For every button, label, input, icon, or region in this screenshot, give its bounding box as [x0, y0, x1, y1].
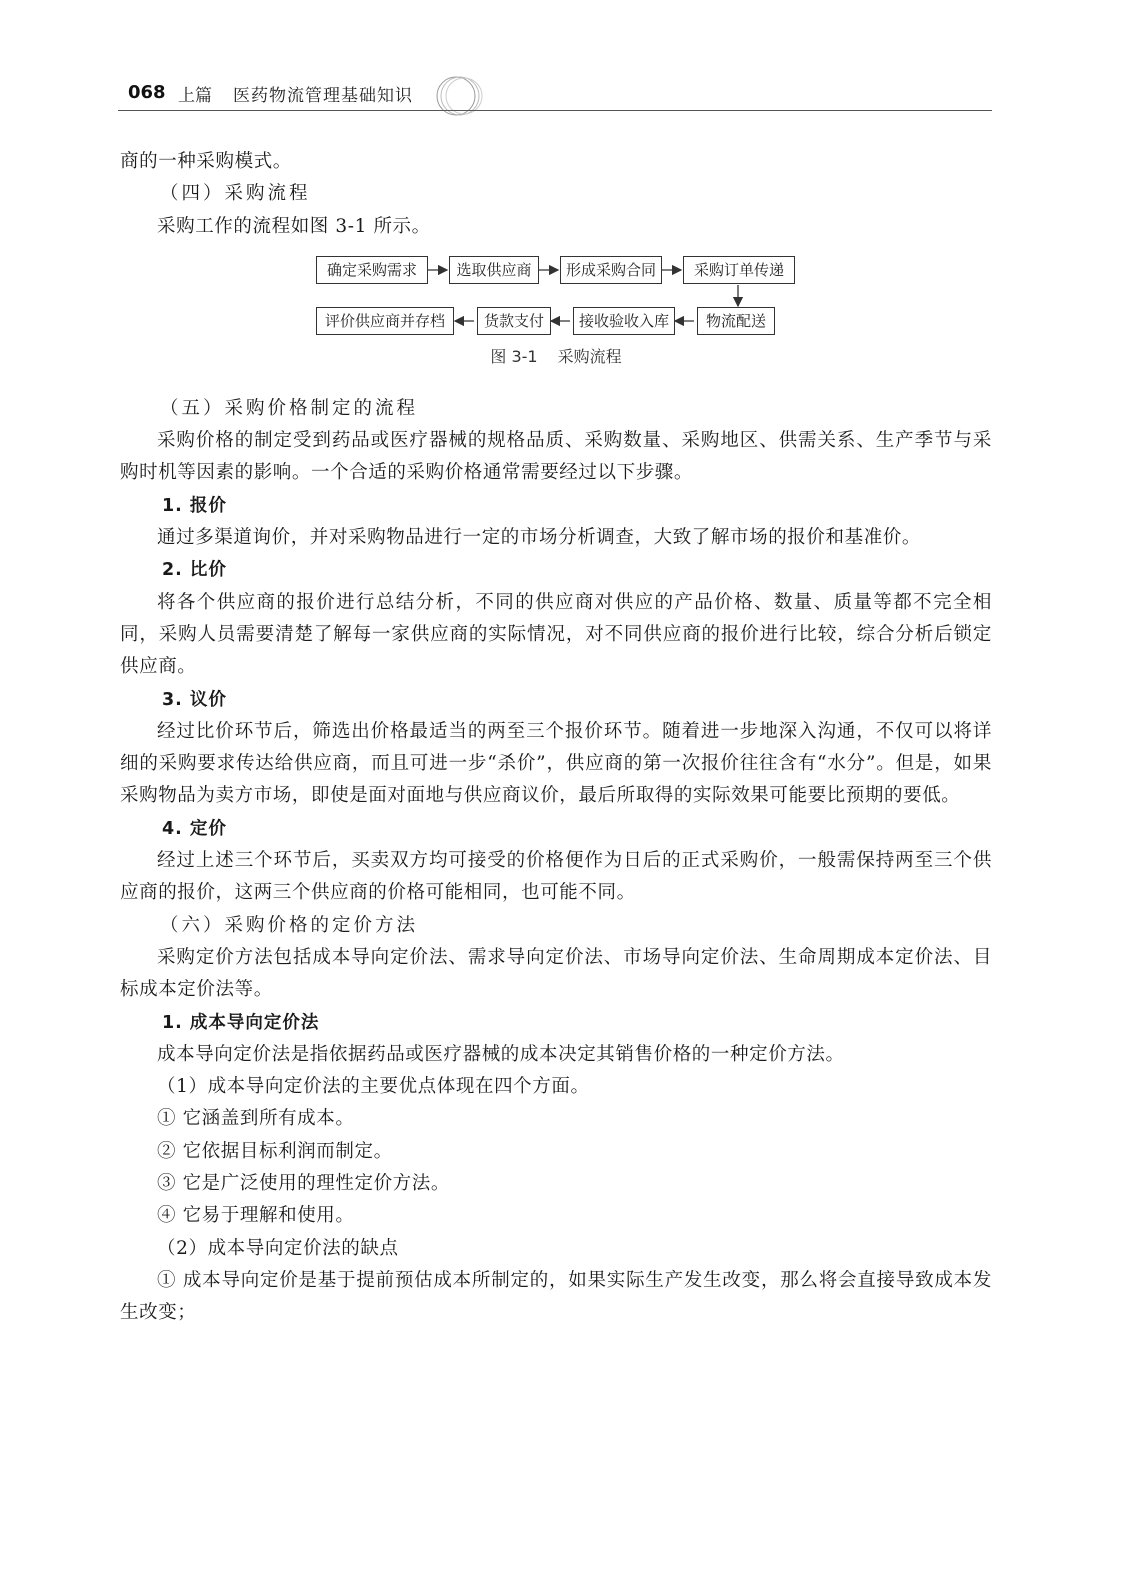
- section-heading-6: （六）采购价格的定价方法: [160, 914, 419, 936]
- paragraph-intro: 商的一种采购模式。: [120, 151, 292, 172]
- advantage-item: ③ 它是广泛使用的理性定价方法。: [157, 1173, 450, 1195]
- flow-box-payment: 货款支付: [477, 307, 551, 335]
- step-1-title: 1. 报价: [162, 495, 227, 516]
- figure-caption-text: 采购流程: [557, 346, 622, 366]
- circle-ornament-icon: [434, 74, 484, 118]
- page-number: 068: [128, 82, 166, 103]
- method-1-title: 1. 成本导向定价法: [162, 1012, 320, 1033]
- section-heading-4: （四）采购流程: [160, 183, 311, 205]
- paragraph-5: 采购价格的制定受到药品或医疗器械的规格品质、采购数量、采购地区、供需关系、生产季节与采购时机等因素的影响。一个合适的采购价格通常需要经过以下步骤。: [120, 430, 992, 484]
- flow-box-select-supplier: 选取供应商: [449, 256, 539, 284]
- paragraph-6: 采购定价方法包括成本导向定价法、需求导向定价法、市场导向定价法、生命周期成本定价法、目标成本定价法等。: [120, 946, 992, 1001]
- advantage-item: ② 它依据目标利润而制定。: [157, 1140, 393, 1162]
- flow-box-order-delivery: 采购订单传递: [683, 256, 795, 284]
- header-rule: [118, 110, 992, 111]
- figure-caption: [120, 343, 992, 371]
- flow-box-determine-demand: 确定采购需求: [316, 256, 428, 284]
- paragraph-flow: 采购工作的流程如图 3-1 所示。: [157, 215, 431, 237]
- book-title: 医药物流管理基础知识: [233, 86, 413, 106]
- step-4-title: 4. 定价: [162, 818, 227, 839]
- flow-box-form-contract: 形成采购合同: [560, 256, 662, 284]
- step-1-text: 通过多渠道询价，并对采购物品进行一定的市场分析调查，大致了解市场的报价和基准价。: [157, 527, 922, 549]
- figure-caption-label: 图 3-1: [490, 346, 538, 366]
- method-1-advantages-title: （1）成本导向定价法的主要优点体现在四个方面。: [157, 1076, 590, 1098]
- method-1-disadvantages-title: （2）成本导向定价法的缺点: [157, 1237, 399, 1259]
- page-body: [120, 146, 992, 1330]
- flow-arrows: [120, 253, 992, 353]
- running-header: [118, 74, 992, 114]
- section-heading-5: （五）采购价格制定的流程: [160, 397, 419, 419]
- flow-box-logistics: 物流配送: [697, 307, 775, 335]
- method-1-text: 成本导向定价法是指依据药品或医疗器械的成本决定其销售价格的一种定价方法。: [157, 1043, 845, 1065]
- step-4-text: 经过上述三个环节后，买卖双方均可接受的价格便作为日后的正式采购价，一般需保持两至三个供应商的报价，这两三个供应商的价格可能相同，也可能不同。: [120, 850, 992, 904]
- disadvantage-item: ① 成本导向定价是基于提前预估成本所制定的，如果实际生产发生改变，那么将会直接导致成本发生改变；: [120, 1269, 992, 1324]
- step-2-text: 将各个供应商的报价进行总结分析，不同的供应商对供应的产品价格、数量、质量等都不完全相同，采购人员需要清楚了解每一家供应商的实际情况，对不同供应商的报价进行比较，综合分析后锁定供应商。: [120, 591, 992, 678]
- step-2-title: 2. 比价: [162, 560, 227, 581]
- flowchart-figure: [120, 253, 992, 371]
- part-label: 上篇: [178, 86, 212, 106]
- flow-box-receive-inspect: 接收验收入库: [573, 307, 675, 335]
- flow-box-evaluate-archive: 评价供应商并存档: [316, 307, 454, 335]
- step-3-text: 经过比价环节后，筛选出价格最适当的两至三个报价环节。随着进一步地深入沟通，不仅可以将详细的采购要求传达给供应商，而且可进一步“杀价”，供应商的第一次报价往往含有“水分”。但是，如果采购物品为卖方市场，即使是面对面地与供应商议价，最后所取得的实际效果可能要比预期的要低。: [120, 720, 992, 807]
- advantage-item: ① 它涵盖到所有成本。: [157, 1108, 355, 1130]
- advantage-item: ④ 它易于理解和使用。: [157, 1205, 355, 1227]
- step-3-title: 3. 议价: [162, 689, 227, 710]
